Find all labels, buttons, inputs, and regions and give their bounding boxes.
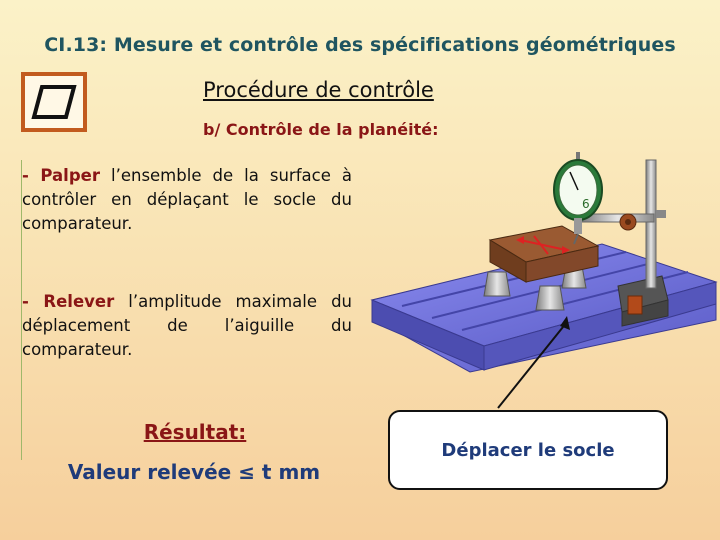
- step-relever-keyword: - Relever: [22, 292, 115, 311]
- step-palper-keyword: - Palper: [22, 166, 100, 185]
- result-value: Valeur relevée ≤ t mm: [67, 460, 321, 484]
- step-palper-text: l’ensemble de la surface à contrôler en déplaçant le socle du comparateur.: [22, 166, 353, 233]
- callout-box: Déplacer le socle: [388, 410, 668, 490]
- step-relever-text: l’amplitude maximale du déplacement de l’aiguille du comparateur.: [22, 292, 352, 359]
- section-heading: b/ Contrôle de la planéité:: [203, 120, 439, 139]
- result-label: Résultat:: [143, 420, 247, 444]
- svg-text:6: 6: [582, 197, 590, 211]
- page-title: CI.13: Mesure et contrôle des spécifications géométriques: [44, 34, 676, 56]
- procedure-heading: Procédure de contrôle: [203, 78, 434, 102]
